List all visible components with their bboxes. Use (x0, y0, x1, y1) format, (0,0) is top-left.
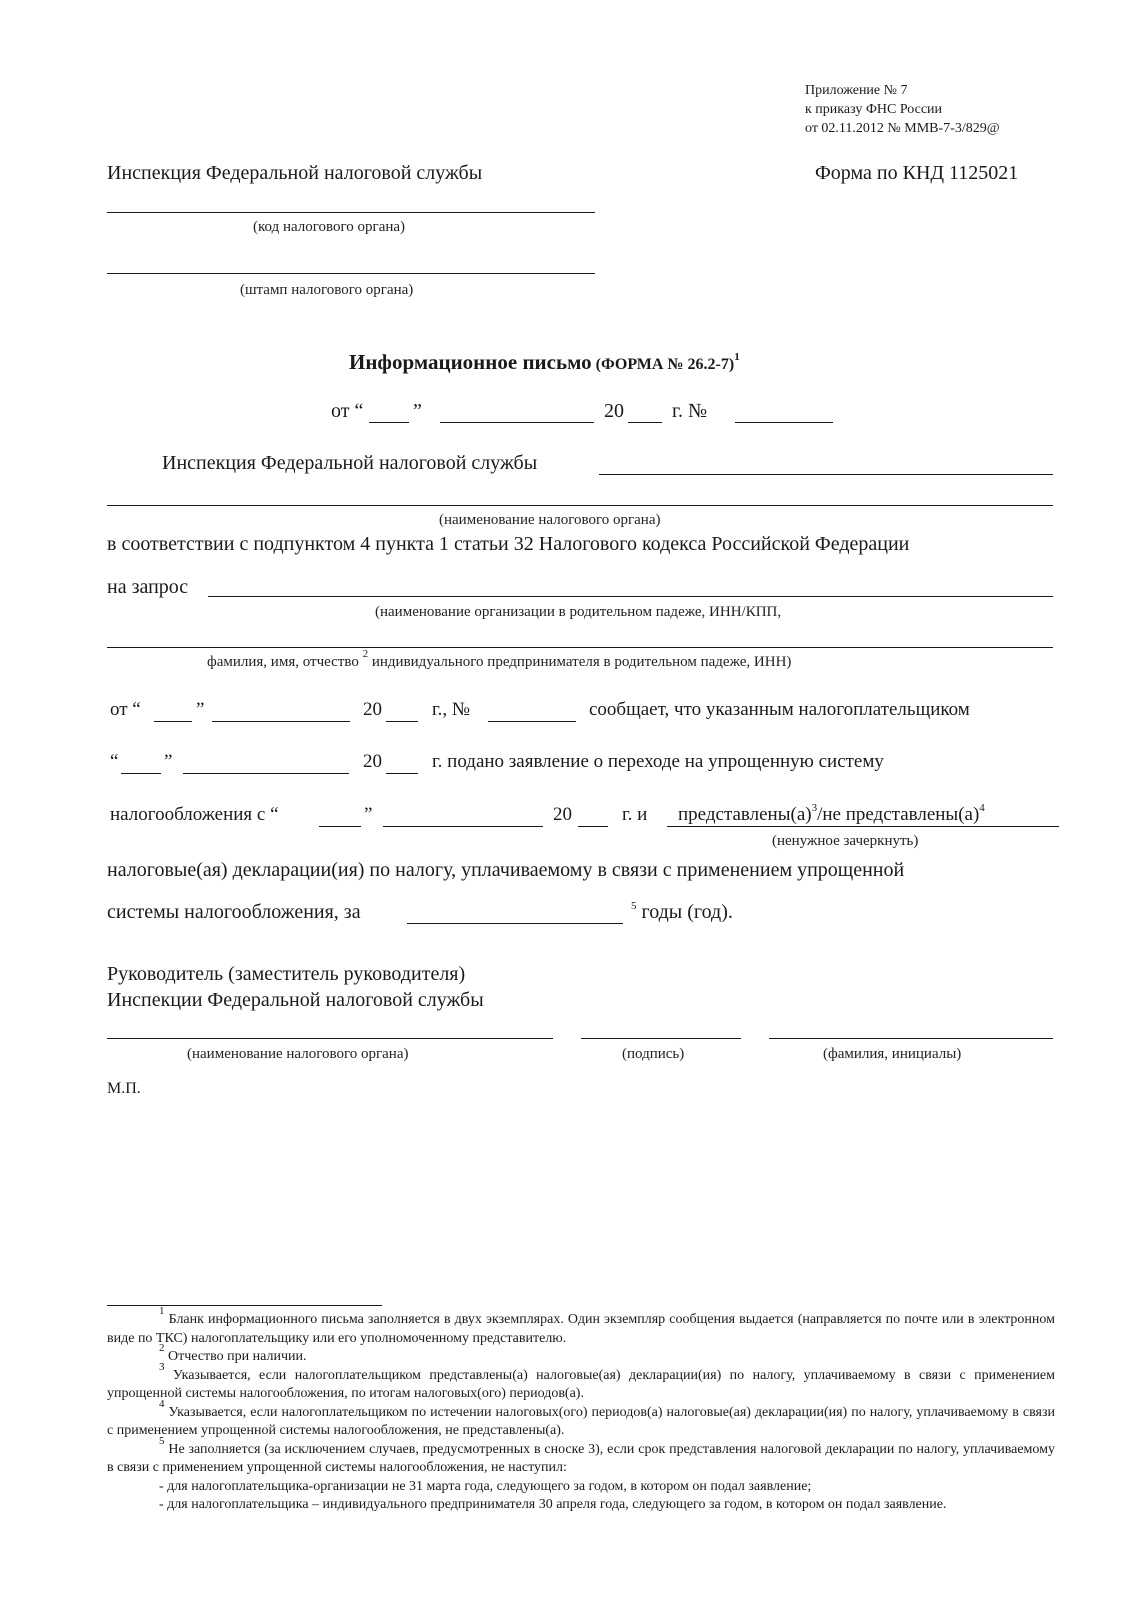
date-day-line[interactable] (369, 422, 409, 423)
stamp-line[interactable] (107, 273, 595, 274)
date-quote-close: ” (413, 400, 422, 422)
row3-presented-choice[interactable]: $представлены(а)^3/не$ $представлены(а)^4$ (678, 802, 985, 825)
footnote-bullet-2: - для налогоплательщика – индивидуального предпринимателя 30 апреля года, следующего за годом, в котором он подал заявление. (159, 1497, 947, 1512)
inspection-name-line[interactable] (599, 474, 1053, 475)
tax-code-line[interactable] (107, 212, 595, 213)
row2-day-line[interactable] (121, 773, 161, 774)
caption-stamp: (штамп налогового органа) (240, 282, 414, 298)
request-label: на запрос (107, 576, 189, 598)
years-line[interactable] (407, 923, 623, 924)
row1-tail: сообщает, что указанным налогоплательщиком (589, 699, 970, 720)
system-label: системы налогообложения, за (107, 901, 361, 923)
caption-signature-authority: (наименование налогового органа) (187, 1046, 409, 1062)
row2-year-prefix: 20 (363, 751, 382, 772)
signature-line[interactable] (581, 1038, 741, 1039)
footnote-5: $^5$ Не заполняется (за исключением случаев, предусмотренных в сноске 3), если срок представления налоговой декларации по налогу, уплачиваемому в связи с применением упрощенной системы налогообложения, не наступил: (107, 1434, 1056, 1475)
request-line-2[interactable] (107, 647, 1053, 648)
appendix-line-2: к приказу ФНС России (805, 102, 943, 117)
caption-tax-code: (код налогового органа) (253, 219, 406, 235)
request-line[interactable] (208, 596, 1053, 597)
title-main: Информационное письмо (349, 350, 592, 374)
authority-title: Инспекция Федеральной налоговой службы (107, 162, 483, 184)
caption-organization: (наименование организации в родительном падеже, ИНН/КПП, (375, 604, 782, 620)
head-title-line-1: Руководитель (заместитель руководителя) (107, 963, 466, 985)
row3-year-line[interactable] (578, 826, 608, 827)
row2-tail: г. подано заявление о переходе на упрощенную систему (432, 751, 884, 772)
date-from-label: от “ (331, 400, 364, 422)
row1-from-label: от “ (110, 699, 141, 720)
form-code: Форма по КНД 1125021 (815, 162, 1019, 184)
head-title-line-2: Инспекции Федеральной налоговой службы (107, 989, 484, 1011)
row1-day-line[interactable] (154, 721, 192, 722)
caption-signature: (подпись) (622, 1046, 685, 1062)
signature-name-line[interactable] (769, 1038, 1053, 1039)
row3-quote: ” (364, 804, 373, 825)
row3-day-line[interactable] (319, 826, 361, 827)
footnotes (107, 1305, 1056, 1515)
row3-g: г. и (622, 804, 648, 825)
footnote-2: $^2$ Отчество при наличии. (159, 1342, 307, 1364)
row1-year-line[interactable] (386, 721, 418, 722)
footnote-bullet-1: - для налогоплательщика-организации не 31 марта года, следующего за годом, в котором он подал заявление; (159, 1478, 812, 1494)
inspection-name-line-2[interactable] (107, 505, 1053, 506)
row3-label: налогообложения с “ (110, 804, 279, 825)
date-month-line[interactable] (440, 422, 594, 423)
row1-quote: ” (196, 699, 205, 720)
appendix-line-3: от 02.11.2012 № ММВ-7-3/829@ (805, 121, 1000, 136)
row3-month-line[interactable] (383, 826, 543, 827)
row2-quote: ” (164, 751, 173, 772)
caption-name: (фамилия, инициалы) (823, 1046, 962, 1062)
row1-month-line[interactable] (212, 721, 350, 722)
date-year-line[interactable] (628, 422, 662, 423)
signature-authority-line[interactable] (107, 1038, 553, 1039)
caption-strike: (ненужное зачеркнуть) (772, 833, 919, 849)
row3-year-prefix: 20 (553, 804, 572, 825)
caption-authority-name: (наименование налогового органа) (439, 512, 661, 528)
seal-label: М.П. (107, 1080, 141, 1097)
row3-choice-line (667, 826, 1059, 827)
date-number-label: г. № (672, 400, 708, 422)
title-form-label: (ФОРМА № 26.2-7) (595, 356, 735, 373)
legal-basis: в соответствии с подпунктом 4 пункта 1 статьи 32 Налогового кодекса Российской Федерации (107, 533, 910, 555)
title-footnote-ref: 1 (734, 351, 740, 363)
footnote-3: $^3$ Указывается, если налогоплательщиком представлены(а) налоговые(ая) декларации(ия) по налогу, уплачиваемому в связи с применением упрощенной системы налогообложения, по итогам налоговых(ого) периодов(а). (107, 1360, 1056, 1401)
row2-month-line[interactable] (183, 773, 349, 774)
document-number-line[interactable] (735, 422, 833, 423)
declaration-line: налоговые(ая) декларации(ия) по налогу, уплачиваемому в связи с применением упрощенной (107, 859, 905, 881)
inspection-label: Инспекция Федеральной налоговой службы (162, 452, 538, 474)
footnote-1: $^1$ Бланк информационного письма заполняется в двух экземплярах. Один экземпляр сообщения выдается (направляется по почте или в электронном виде по ТКС) налогоплательщику или его уполномоченному представителю. (107, 1305, 1056, 1346)
appendix-line-1: Приложение № 7 (805, 83, 908, 98)
date-year-prefix: 20 (604, 400, 624, 422)
caption-entrepreneur: фамилия, имя, отчество $^2$ индивидуального предпринимателя в родительном падеже, ИНН) (207, 648, 792, 670)
row2-year-line[interactable] (386, 773, 418, 774)
system-tail: $^5$ годы (год). (631, 900, 733, 923)
row1-number-label: г., № (432, 699, 471, 720)
row1-number-line[interactable] (488, 721, 576, 722)
footnote-4: $^4$ Указывается, если налогоплательщиком по истечении налоговых(ого) периодов(а) налоговые(ая) декларации(ия) по налогу, уплачиваемому в связи с применением упрощенной системы налогообложения, не представлены(а). (107, 1397, 1055, 1438)
footnote-separator (107, 1305, 382, 1306)
row2-quote-open: “ (110, 751, 119, 772)
row1-year-prefix: 20 (363, 699, 382, 720)
document-title (349, 350, 740, 375)
